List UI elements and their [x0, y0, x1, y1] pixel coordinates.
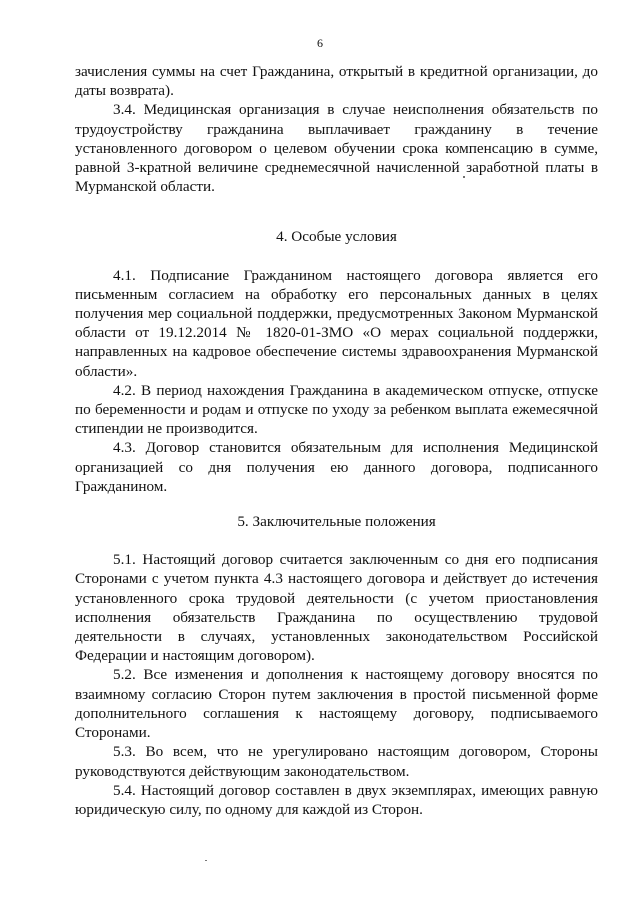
spacer [75, 496, 598, 512]
page-number: 6 [317, 36, 323, 50]
paragraph-4-3: 4.3. Договор становится обязательным для исполнения Медицинской организацией со дня получения ею данного договора, подписанного Гражданином. [75, 439, 598, 495]
scan-speck [205, 860, 207, 861]
paragraph-5-4: 5.4. Настоящий договор составлен в двух экземплярах, имеющих равную юридическую силу, по одному для каждой из Сторон. [75, 781, 598, 818]
paragraph-4-1: 4.1. Подписание Гражданином настоящего договора является его письменным согласием на обработку его персональных данных в целях получения мер социальной поддержки, предусмотренных Законом Мурманской области от 19.12.2014 № 1820-01-ЗМО «О мерах социальной поддержки, направленных на кадровое обеспечение системы здравоохранения Мурманской области». [75, 266, 598, 380]
paragraph-4-2: 4.2. В период нахождения Гражданина в академическом отпуске, отпуске по беременности и родам и отпуске по уходу за ребенком выплата ежемесячной стипендии не производится. [75, 381, 598, 438]
paragraph-5-3: 5.3. Во всем, что не урегулировано настоящим договором, Стороны руководствуются действующим законодательством. [75, 743, 598, 780]
paragraph-3-4: 3.4. Медицинская организация в случае неисполнения обязательств по трудоустройству гражданина выплачивает гражданину в течение установленного договором о целевом обучении срока компенсацию в сумме, равной 3-кратной величине среднемесячной начисленной заработной платы в Мурманской области. [75, 101, 598, 196]
spacer [75, 247, 598, 266]
section-4-title: 4. Особые условия [276, 228, 397, 246]
paragraph-5-2: 5.2. Все изменения и дополнения к настоящему договору вносятся по взаимному согласию Сторон путем заключения в простой письменной форме дополнительного соглашения к настоящему договору, подписываемого Сторонами. [75, 666, 598, 742]
paragraph-3-3-continuation: зачисления суммы на счет Гражданина, открытый в кредитной организации, до даты возврата). [75, 63, 598, 100]
paragraph-5-1: 5.1. Настоящий договор считается заключенным со дня его подписания Сторонами с учетом пункта 4.3 настоящего договора и действует до истечения установленного срока трудовой деятельности (с учетом приостановления исполнения обязательств Гражданина по осуществлению трудовой деятельности в случаях, установленных законодательством Российской Федерации и настоящим договором). [75, 551, 598, 665]
spacer [75, 531, 598, 550]
spacer [75, 196, 598, 227]
document-body [75, 62, 598, 819]
section-5-title: 5. Заключительные положения [237, 513, 436, 531]
